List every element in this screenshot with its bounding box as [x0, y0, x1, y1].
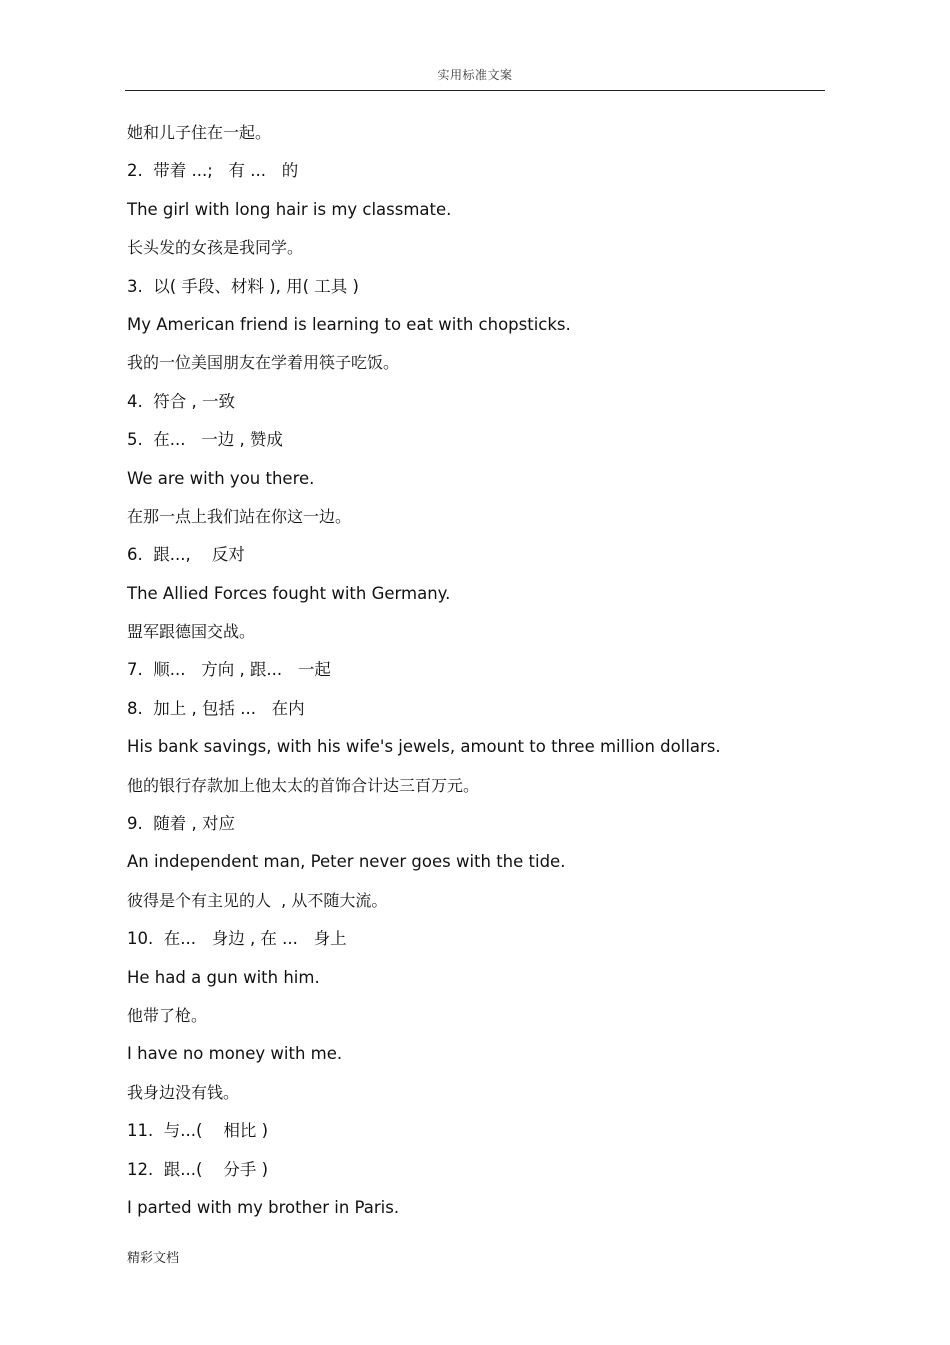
- text-line: 6. 跟..., 反对: [127, 545, 245, 565]
- text-line: 11. 与...( 相比 ): [127, 1121, 269, 1141]
- text-line: 2. 带着 ...; 有 ... 的: [127, 161, 299, 181]
- text-line: He had a gun with him.: [127, 967, 320, 987]
- text-line: 彼得是个有主见的人 , 从不随大流。: [127, 890, 388, 910]
- text-line: I parted with my brother in Paris.: [127, 1197, 400, 1217]
- text-line: 他带了枪。: [127, 1005, 208, 1025]
- text-line: I have no money with me.: [127, 1044, 343, 1064]
- text-line: An independent man, Peter never goes with the tide.: [127, 852, 566, 872]
- text-line: 7. 顺... 方向 , 跟... 一起: [127, 660, 331, 680]
- text-line: 8. 加上 , 包括 ... 在内: [127, 698, 305, 718]
- text-line: 12. 跟...( 分手 ): [127, 1159, 269, 1179]
- text-line: The Allied Forces fought with Germany.: [127, 583, 451, 603]
- text-line: 他的银行存款加上他太太的首饰合计达三百万元。: [127, 775, 480, 795]
- header-divider: [125, 90, 825, 91]
- text-line: 在那一点上我们站在你这一边。: [127, 506, 352, 526]
- text-line: 我的一位美国朋友在学着用筷子吃饭。: [127, 353, 400, 373]
- text-line: 5. 在... 一边 , 赞成: [127, 430, 283, 450]
- document-body: [127, 119, 847, 1232]
- page-footer: 精彩文档: [127, 1251, 180, 1266]
- text-line: 4. 符合 , 一致: [127, 391, 235, 411]
- text-line: The girl with long hair is my classmate.: [127, 199, 452, 219]
- text-line: 3. 以( 手段、材料 ), 用( 工具 ): [127, 276, 359, 296]
- text-line: 长头发的女孩是我同学。: [127, 238, 304, 258]
- text-line: 9. 随着 , 对应: [127, 814, 235, 834]
- page-header: 实用标准文案: [437, 68, 513, 82]
- text-line: 她和儿子住在一起。: [127, 123, 272, 142]
- text-line: 我身边没有钱。: [127, 1082, 240, 1102]
- text-line: 盟军跟德国交战。: [127, 622, 256, 642]
- text-line: His bank savings, with his wife's jewels, amount to three million dollars.: [127, 737, 721, 757]
- text-line: We are with you there.: [127, 468, 315, 488]
- text-line: My American friend is learning to eat with chopsticks.: [127, 314, 571, 334]
- text-line: 10. 在... 身边 , 在 ... 身上: [127, 929, 347, 949]
